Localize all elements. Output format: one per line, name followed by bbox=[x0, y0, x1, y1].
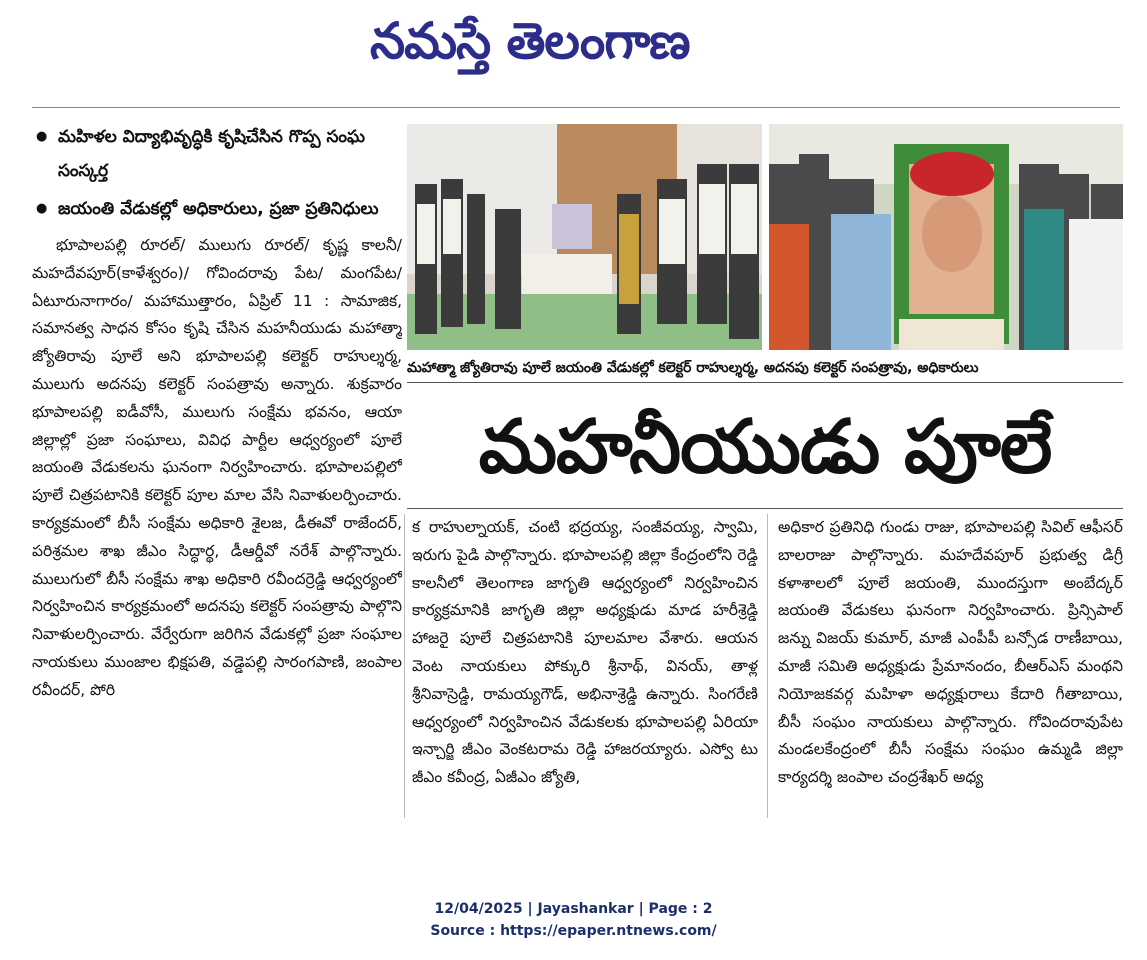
column-divider bbox=[404, 514, 405, 818]
top-rule bbox=[32, 107, 1120, 108]
left-column bbox=[32, 120, 402, 815]
bullet-item: ● జయంతి వేడుకల్లో అధికారులు, ప్రజా ప్రతినిధులు bbox=[32, 192, 402, 226]
article-column-2: క రాహుల్నాయక్, చంటి భద్రయ్య, సంజీవయ్య, స్వామి, ఇరుగు పైడి పాల్గొన్నారు. భూపాలపల్లి జిల్లా కేంద్రంలోని రెడ్డి కాలనీలో తెలంగాణ జాగృతి ఆధ్వర్యంలో నిర్వహించిన కార్యక్రమానికి జాగృతి జిల్లా అధ్యక్షుడు మాడ హరీశ్రెడ్డి హాజరై పూలే చిత్రపటానికి పూలమాల వేశారు. ఆయన వెంట నాయకులు పోక్కురి శ్రీనాథ్, వినయ్, తాళ్ల శ్రీనివాస్రెడ్డి, రామయ్యగౌడ్, అభినాశ్రెడ్డి ఉన్నారు. సింగరేణి ఆధ్వర్యంలో నిర్వహించిన వేడుకలకు భూపాలపల్లి ఏరియా ఇన్చార్జి జీఎం వెంకటరామ రెడ్డి హాజరయ్యారు. ఎస్వో టు జీఎం కవీంద్ర, ఏజీఎం జ్యోతి, bbox=[412, 518, 758, 787]
footer bbox=[0, 898, 1147, 942]
article-column-3: అధికార ప్రతినిధి గుండు రాజు, భూపాలపల్లి సివిల్ ఆఫీసర్ బాలరాజు పాల్గొన్నారు. మహదేవపూర్ ప్రభుత్వ డిగ్రీ కళాశాలలో పూలే జయంతి, ముందస్తుగా అంబేద్కర్ జయంతి వేడుకలు ఘనంగా నిర్వహించారు. ప్రిన్సిపాల్ జన్ను విజయ్ కుమార్, మాజీ ఎంపీపీ బన్సోడ రాణీబాయి, మాజీ సమితి అధ్యక్షుడు ప్రేమానందం, బీఆర్ఎస్ మంథని నియోజకవర్గ మహిళా అధ్యక్షురాలు కేదారి గీతాబాయి, బీసీ సంఘం నాయకులు పాల్గొన్నారు. గోవిందరావుపేట మండలకేంద్రంలో బీసీ సంక్షేమ సంఘం ఉమ్మడి జిల్లా కార్యదర్శి జంపాల చంద్రశేఖర్ అధ్య bbox=[778, 518, 1123, 787]
photo-caption: మహాత్మా జ్యోతిరావు పూలే జయంతి వేడుకల్లో కలెక్టర్ రాహుల్శర్మ, అదనపు కలెక్టర్ సంపత్రావు, అధికారులు bbox=[407, 354, 1123, 383]
column-divider bbox=[767, 514, 768, 818]
masthead-logo: నమస్తే తెలంగాణ bbox=[370, 11, 690, 70]
photo-strip bbox=[407, 124, 1123, 350]
headline: మహనీయుడు పూలే bbox=[478, 404, 1052, 490]
headline-rule bbox=[407, 508, 1123, 509]
event-photo-1 bbox=[407, 124, 762, 350]
article-column-1: భూపాలపల్లి రూరల్/ ములుగు రూరల్/ కృష్ణ కాలనీ/ మహదేవపూర్(కాళేశ్వరం)/ గోవిందరావు పేట/ మంగపేట/ ఏటూరునాగారం/ మహాముత్తారం, ఏప్రిల్ 11 : సామాజిక, సమానత్వ సాధన కోసం కృషి చేసిన మహనీయుడు మహాత్మా జ్యోతిరావు పూలే అని భూపాలపల్లి కలెక్టర్ రాహుల్శర్మ, ములుగు అదనపు కలెక్టర్ సంపత్రావు అన్నారు. శుక్రవారం భూపాలపల్లి ఐడీవోసీ, ములుగు సంక్షేమ భవనం, ఆయా జిల్లాల్లో ప్రజా సంఘాలు, వివిధ పార్టీల ఆధ్వర్యంలో పూలే జయంతి వేడుకలను ఘనంగా నిర్వహించారు. భూపాలపల్లిలో పూలే చిత్రపటానికి కలెక్టర్ పూల మాల వేసి నివాళులర్పించారు. కార్యక్రమంలో బీసీ సంక్షేమ అధికారి శైలజ, డీఈవో రాజేందర్, పరిశ్రమల శాఖ జీఎం సిద్ధార్థ, డీఆర్డీవో నరేశ్ పాల్గొన్నారు. ములుగులో బీసీ సంక్షేమ శాఖ అధికారి రవీందర్రెడ్డి ఆధ్వర్యంలో నిర్వహించిన కార్యక్రమంలో అదనపు కలెక్టర్ సంపత్రావు పాల్గొని నివాళులర్పించారు. వేర్వేరుగా జరిగిన వేడుకల్లో ప్రజా సంఘాల నాయకులు ముంజాల భిక్షపతి, వడ్డెపల్లి సారంగపాణి, జంపాల రవీందర్, పోరి bbox=[32, 236, 402, 699]
event-photo-2 bbox=[769, 124, 1123, 350]
footer-source: Source : https://epaper.ntnews.com/ bbox=[430, 923, 717, 939]
footer-dateline: 12/04/2025 | Jayashankar | Page : 2 bbox=[434, 901, 713, 917]
bullet-item: ● మహిళల విద్యాభివృద్ధికి కృషిచేసిన గొప్ప సంఘ సంస్కర్త bbox=[32, 120, 402, 188]
summary-bullets bbox=[32, 120, 402, 226]
